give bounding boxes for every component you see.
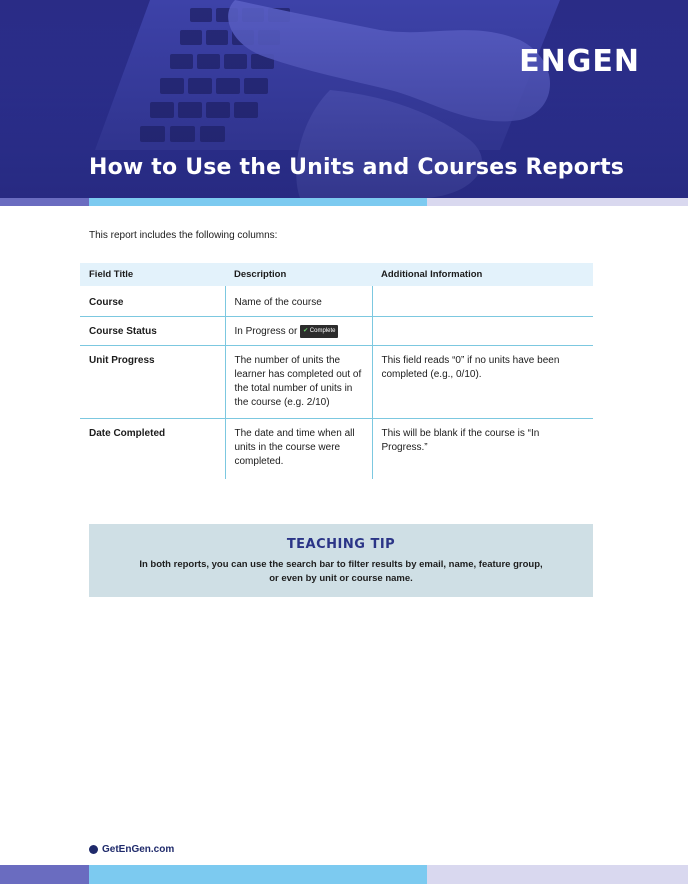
field-cell: Unit Progress <box>80 346 225 419</box>
check-circle-icon: ✔ <box>303 328 309 334</box>
engen-logo: ENGEN <box>519 44 640 79</box>
field-cell: Course Status <box>80 317 225 346</box>
page-title: How to Use the Units and Courses Reports <box>89 155 625 180</box>
header-banner <box>0 0 688 198</box>
table-row <box>80 286 593 317</box>
table-header-row <box>80 263 593 286</box>
header-accent-stripe <box>0 198 688 206</box>
tip-title: TEACHING TIP <box>286 537 396 552</box>
info-cell: This field reads “0” if no units have been completed (e.g., 0/10). <box>372 346 593 419</box>
complete-badge: ✔ Complete <box>300 325 338 338</box>
description-text: In Progress or <box>234 326 298 338</box>
table-row <box>80 419 593 480</box>
columns-table <box>80 263 593 479</box>
tip-line-1: In both reports, you can use the search bar to filter results by email, name, feature group, <box>139 559 543 570</box>
teaching-tip-box <box>89 524 593 597</box>
table-row <box>80 317 593 346</box>
field-cell: Course <box>89 297 124 308</box>
intro-text: This report includes the following columns: <box>89 230 278 241</box>
info-cell: This will be blank if the course is “In Progress.” <box>372 419 593 480</box>
table-row <box>80 346 593 419</box>
footer-accent-stripe <box>0 865 688 884</box>
description-cell <box>225 317 372 346</box>
info-cell <box>372 286 593 317</box>
tip-line-2: or even by unit or course name. <box>269 573 413 584</box>
description-cell: The date and time when all units in the course were completed. <box>225 419 372 480</box>
footer-link-text[interactable]: GetEnGen.com <box>102 844 175 855</box>
header-additional-info: Additional Information <box>372 263 593 286</box>
header-field-title: Field Title <box>80 263 225 286</box>
header-description: Description <box>225 263 372 286</box>
footer-website-link[interactable] <box>89 844 174 855</box>
bullet-dot-icon <box>89 845 98 854</box>
description-cell: The number of units the learner has completed out of the total number of units in the course (e.g. 2/10) <box>225 346 372 419</box>
description-cell: Name of the course <box>225 286 372 317</box>
info-cell <box>372 317 593 346</box>
field-cell: Date Completed <box>80 419 225 480</box>
